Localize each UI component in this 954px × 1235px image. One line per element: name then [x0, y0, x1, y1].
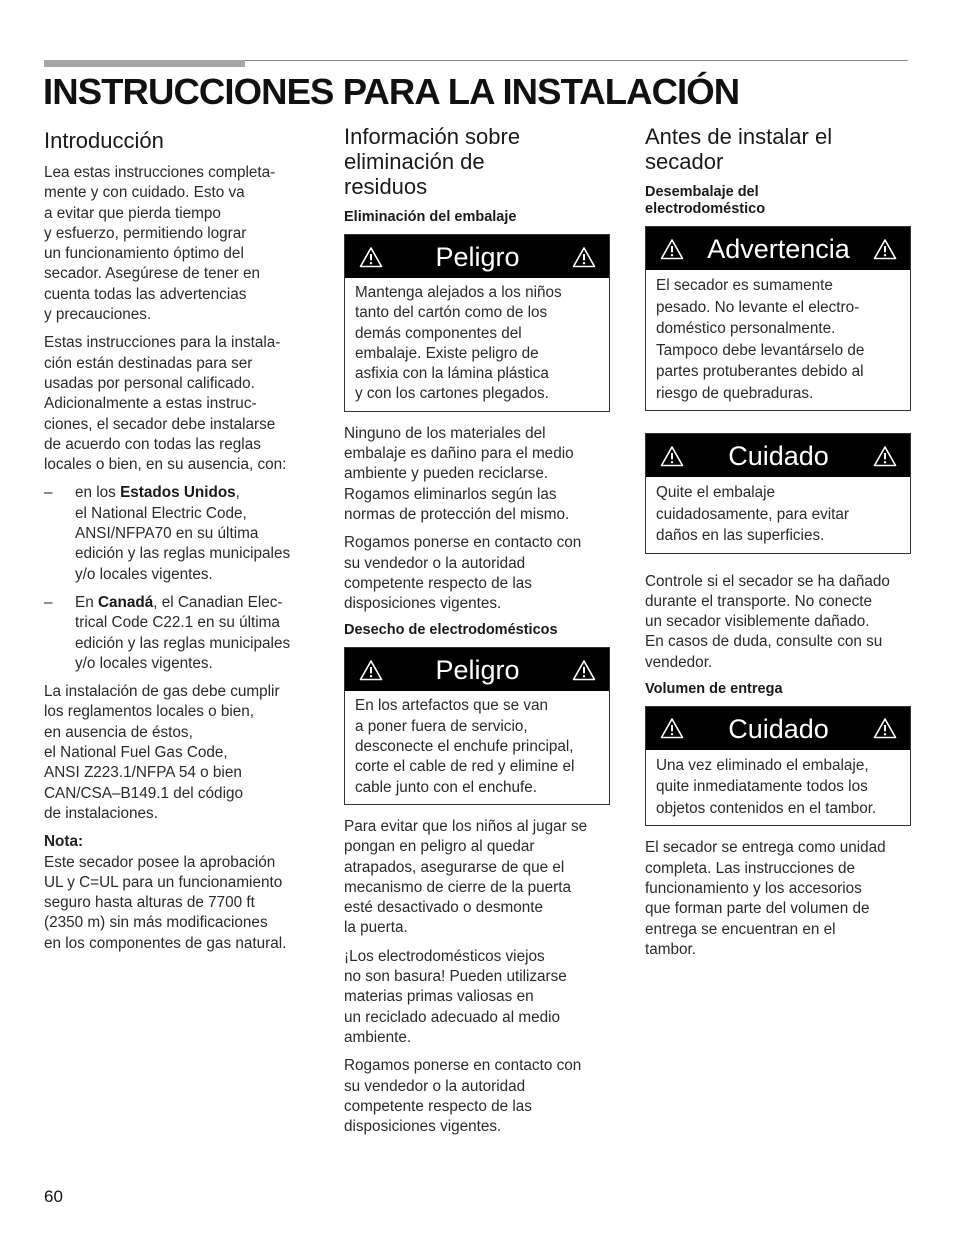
column-antes-de-instalar — [645, 124, 911, 968]
warning-text: En los artefactos que se van a poner fuera de servicio, desconecte el enchufe principal, corte el cable de red y elimine el cable junto con el enchufe. — [355, 697, 575, 796]
column-introduccion — [44, 124, 314, 962]
paragraph: Controle si el secador se ha dañado durante el transporte. No conecte un secador visiblemente dañado. En casos de duda, consulte con su vendedor. — [645, 572, 890, 671]
section-heading-introduccion: Introducción — [44, 128, 164, 153]
note-text: Este secador posee la aprobación UL y C=UL para un funcionamiento seguro hasta alturas de 7700 ft (2350 m) sin más modificaciones en los componentes de gas natural. — [44, 853, 287, 952]
warning-bar — [345, 648, 609, 691]
warning-triangle-icon — [359, 246, 383, 268]
warning-triangle-icon — [660, 238, 684, 260]
paragraph: Rogamos ponerse en contacto con su vendedor o la autoridad competente respecto de las disposiciones vigentes. — [344, 1057, 582, 1136]
subheading: Desecho de electrodomésticos — [344, 622, 558, 639]
list-text: En — [75, 593, 98, 611]
paragraph: Lea estas instrucciones completa- mente y con cuidado. Esto va a evitar que pierda tiempo y esfuerzo, permitiendo lograr un funcionamiento óptimo del secador. Asegúrese de tener en cuenta todas las advertencias y precauciones. — [44, 164, 276, 324]
paragraph: La instalación de gas debe cumplir los reglamentos locales o bien, en ausencia de éstos, el National Fuel Gas Code, ANSI Z223.1/NFPA 54 o bien CAN/CSA–B149.1 del código de instalaciones. — [44, 683, 280, 822]
list-text-bold: Estados Unidos — [120, 484, 236, 502]
header-rule-accent — [44, 60, 245, 67]
subheading: Volumen de entrega — [645, 680, 783, 697]
warning-triangle-icon — [572, 659, 596, 681]
warning-label: Peligro — [435, 655, 520, 686]
page-title: INSTRUCCIONES PARA LA INSTALACIÓN — [43, 71, 740, 112]
warning-label: Peligro — [435, 242, 520, 272]
warning-text: Una vez eliminado el embalaje, quite inmediatamente todos los objetos contenidos en el tambor. — [656, 756, 877, 817]
header-rule — [245, 60, 908, 61]
warning-bar — [646, 227, 910, 270]
paragraph: Ninguno de los materiales del embalaje es dañino para el medio ambiente y pueden reciclarse. Rogamos eliminarlos según las normas de protección del mismo. — [344, 424, 574, 523]
page-number: 60 — [44, 1187, 63, 1206]
warning-text: Mantenga alejados a los niños tanto del cartón como de los demás componentes del embalaje. Existe peligro de asfixia con la lámina plástica y con los cartones plegados. — [355, 284, 562, 403]
list-text: , el National Electric Code, ANSI/NFPA70 en su última edición y las reglas municipales y/o locales vigentes. — [75, 484, 291, 583]
subheading: Eliminación del embalaje — [344, 209, 517, 225]
paragraph: Rogamos ponerse en contacto con su vendedor o la autoridad competente respecto de las disposiciones vigentes. — [344, 534, 582, 613]
paragraph: El secador se entrega como unidad completa. Las instrucciones de funcionamiento y los accesorios que forman parte del volumen de entrega se encuentran en el tambor. — [645, 839, 886, 958]
paragraph: ¡Los electrodomésticos viejos no son basura! Pueden utilizarse materias primas valiosas en un reciclado adecuado al medio ambiente. — [344, 947, 567, 1046]
list-text: , el Canadian Elec- trical Code C22.1 en su última edición y las reglas municipales y/o locales vigentes. — [75, 593, 291, 672]
warning-bar — [345, 235, 609, 278]
warning-text: El secador es sumamente pesado. No levante el electro- doméstico personalmente. Tampoco debe levantárselo de partes protuberantes debido al riesgo de quebraduras. — [656, 277, 865, 402]
column-eliminacion-residuos — [344, 124, 610, 1145]
warning-triangle-icon — [359, 659, 383, 681]
warning-text: Quite el embalaje cuidadosamente, para evitar daños en las superficies. — [656, 484, 850, 544]
list-text-bold: Canadá — [97, 593, 154, 611]
warning-box-peligro — [344, 234, 610, 412]
list-dash: – — [44, 593, 53, 611]
warning-label: Advertencia — [707, 234, 850, 264]
list-item-estados-unidos — [44, 483, 314, 584]
warning-triangle-icon — [873, 238, 897, 260]
list-text: en los — [75, 484, 121, 502]
warning-box-cuidado — [645, 433, 911, 554]
list-item-canada — [44, 593, 314, 674]
warning-triangle-icon — [660, 717, 684, 739]
list-dash: – — [44, 484, 53, 502]
warning-triangle-icon — [660, 445, 684, 467]
warning-label: Cuidado — [728, 441, 829, 471]
warning-triangle-icon — [873, 717, 897, 739]
warning-triangle-icon — [873, 445, 897, 467]
section-heading-eliminacion: Información sobre eliminación de residuos — [344, 124, 521, 199]
paragraph: Estas instrucciones para la instala- ción están destinadas para ser usadas por personal calificado. Adicionalmente a estas instruc- ciones, el secador debe instalarse de acuerdo con todas las reglas locales o bien, en su ausencia, con: — [44, 334, 287, 474]
warning-box-advertencia — [645, 226, 911, 411]
note-label: Nota: — [44, 833, 84, 851]
warning-label: Cuidado — [728, 713, 829, 744]
warning-box-peligro — [344, 647, 610, 804]
section-heading-antes-de-instalar: Antes de instalar el secador — [645, 124, 833, 174]
paragraph: Para evitar que los niños al jugar se pongan en peligro al quedar atrapados, asegurarse de que el mecanismo de cierre de la puerta esté desactivado o desmonte la puerta. — [344, 817, 588, 937]
warning-bar — [646, 707, 910, 750]
subheading: Desembalaje del electrodoméstico — [645, 184, 766, 217]
warning-box-cuidado — [645, 706, 911, 827]
warning-bar — [646, 434, 910, 477]
warning-triangle-icon — [572, 246, 596, 268]
